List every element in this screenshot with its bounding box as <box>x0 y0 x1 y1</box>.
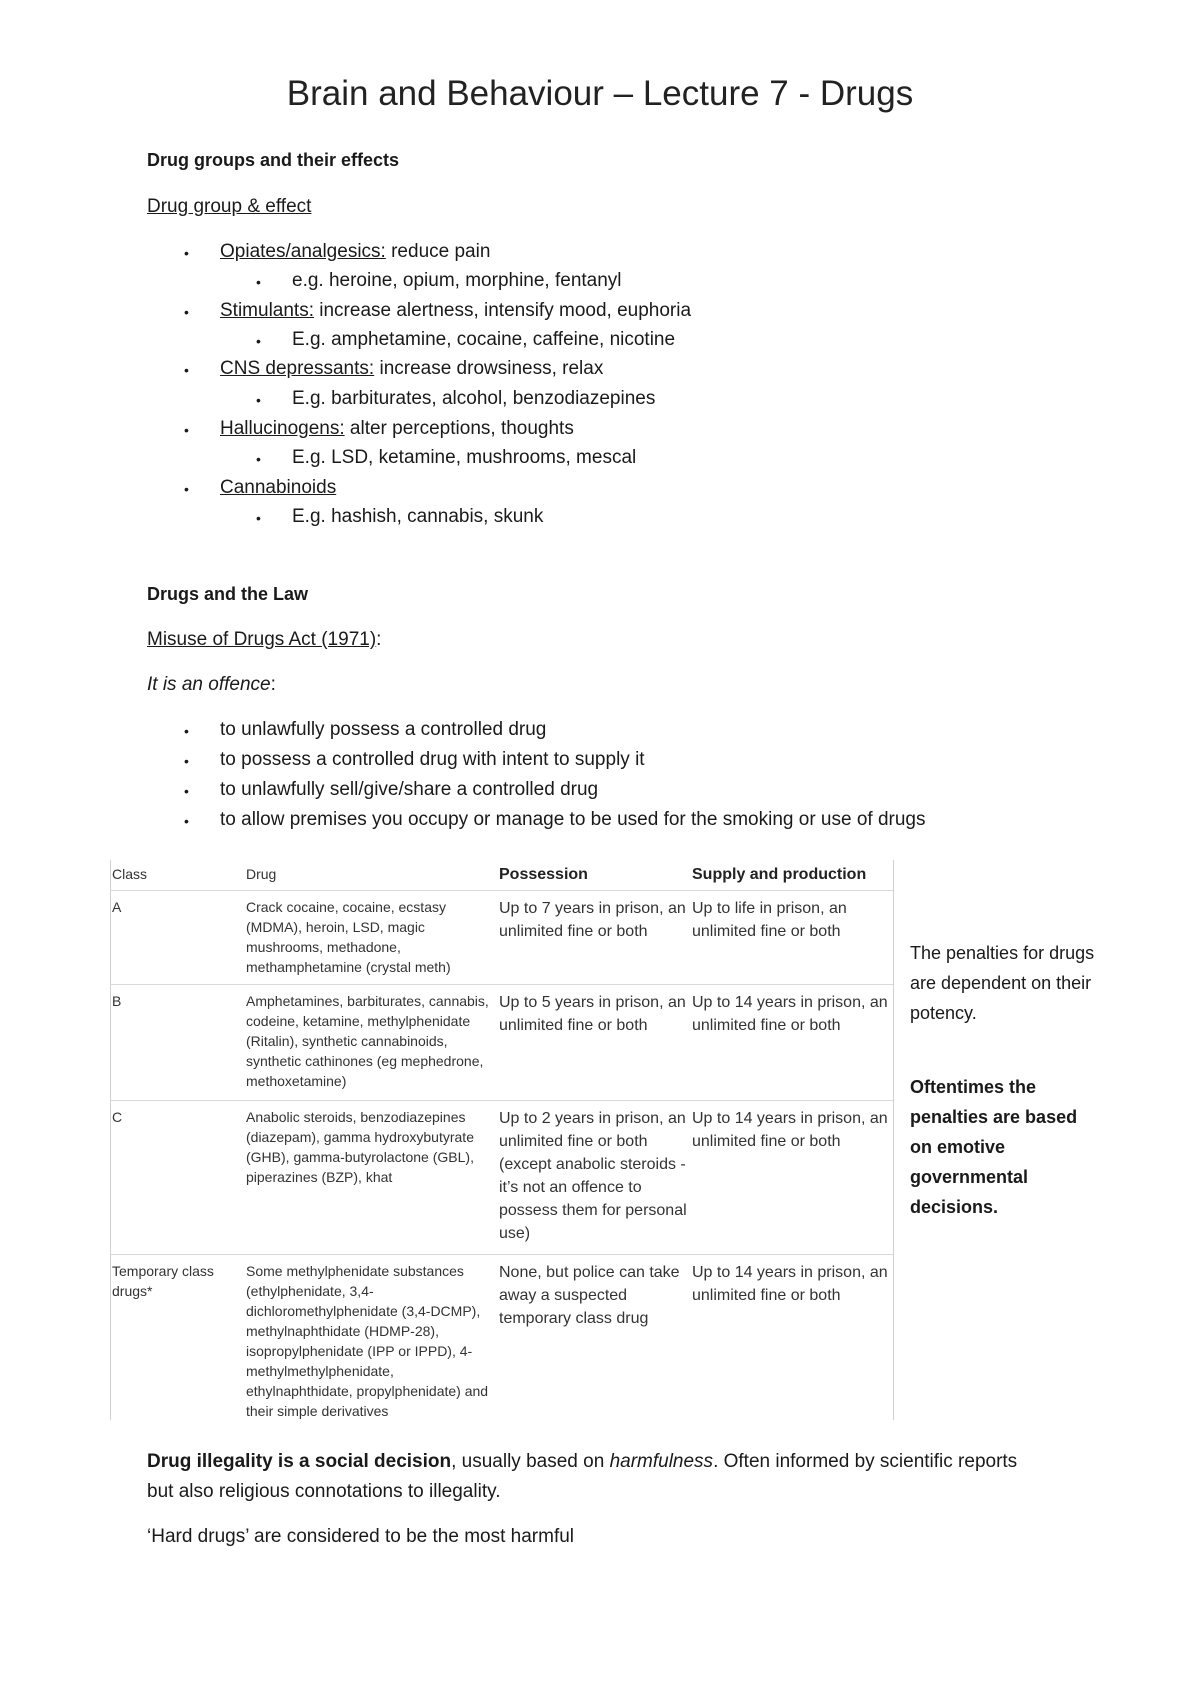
closing-rest: . Often informed by scientific reports <box>713 1451 1018 1472</box>
cell-drug: Anabolic steroids, benzodiazepines (diazepam), gamma hydroxybutyrate (GHB), gamma-butyrolactone (GBL), piperazines (BZP), khat <box>244 1101 497 1255</box>
bullet-icon: • <box>184 422 189 438</box>
drug-group-effect: increase drowsiness, relax <box>374 358 604 379</box>
drug-group-examples: E.g. hashish, cannabis, skunk <box>292 506 544 527</box>
cell-class: C <box>110 1101 244 1255</box>
drug-group-name: Opiates/analgesics: <box>220 241 386 262</box>
list-item <box>220 476 336 500</box>
col-header-possession: Possession <box>497 860 690 891</box>
drug-group-name: Cannabinoids <box>220 477 337 498</box>
section-heading-drugs-law: Drugs and the Law <box>147 584 309 604</box>
drug-group-effect: alter perceptions, thoughts <box>344 418 574 439</box>
cell-possession: Up to 2 years in prison, an unlimited fine or both (except anabolic steroids - it’s not an offence to possess them for personal use) <box>497 1101 690 1255</box>
offence-item: to possess a controlled drug with intent to supply it <box>220 749 645 770</box>
offence-colon: : <box>270 674 276 695</box>
list-item <box>220 240 490 264</box>
offence-item: to unlawfully possess a controlled drug <box>220 719 547 740</box>
act-title: Misuse of Drugs Act (1971) <box>147 629 377 650</box>
bullet-icon: • <box>184 481 189 497</box>
offence-item: to allow premises you occupy or manage to be used for the smoking or use of drugs <box>220 809 926 830</box>
table-header-row <box>110 860 893 891</box>
act-colon: : <box>376 629 382 650</box>
drug-group-name: Hallucinogens: <box>220 418 345 439</box>
side-note-normal: The penalties for drugs are dependent on their potency. <box>910 943 1095 1023</box>
drug-group-effect: reduce pain <box>385 241 491 262</box>
bullet-icon: • <box>256 392 261 408</box>
section-heading-drug-groups: Drug groups and their effects <box>147 150 400 170</box>
col-header-class: Class <box>110 860 244 891</box>
cell-supply: Up to 14 years in prison, an unlimited fine or both <box>692 1264 888 1304</box>
closing-paragraph-line2: but also religious connotations to illegality. <box>147 1481 501 1502</box>
bullet-icon: • <box>256 333 261 349</box>
offence-intro-line <box>147 673 276 697</box>
cell-drug: Amphetamines, barbiturates, cannabis, codeine, ketamine, methylphenidate (Ritalin), synthetic cannabinoids, synthetic cathinones (eg mephedrone, methoxetamine) <box>244 985 497 1101</box>
list-item <box>220 417 574 441</box>
cell-class: Temporary class drugs* <box>112 1263 214 1299</box>
list-item <box>220 357 603 381</box>
bullet-icon: • <box>184 783 189 799</box>
bullet-icon: • <box>184 753 189 769</box>
side-note-bold: Oftentimes the penalties are based on emotive governmental decisions. <box>910 1077 1078 1217</box>
drug-group-effect: increase alertness, intensify mood, euphoria <box>313 300 692 321</box>
cell-supply: Up to 14 years in prison, an unlimited fine or both <box>690 985 893 1101</box>
bullet-icon: • <box>256 451 261 467</box>
bullet-icon: • <box>184 723 189 739</box>
cell-class: B <box>110 985 244 1101</box>
closing-italic: harmfulness <box>609 1451 714 1472</box>
bullet-icon: • <box>184 362 189 378</box>
cell-supply: Up to 14 years in prison, an unlimited fine or both <box>690 1101 893 1255</box>
bullet-icon: • <box>184 813 189 829</box>
drug-group-examples: E.g. LSD, ketamine, mushrooms, mescal <box>292 447 637 468</box>
page-title: Brain and Behaviour – Lecture 7 - Drugs <box>286 74 914 113</box>
drug-group-examples: E.g. amphetamine, cocaine, caffeine, nicotine <box>292 329 676 350</box>
act-title-line <box>147 628 381 652</box>
table-row <box>110 1255 893 1426</box>
offence-item: to unlawfully sell/give/share a controlled drug <box>220 779 599 800</box>
penalties-table <box>110 860 893 1420</box>
col-header-supply: Supply and production <box>690 860 893 891</box>
list-item <box>220 299 691 323</box>
bullet-icon: • <box>184 245 189 261</box>
table-row <box>110 1101 893 1255</box>
col-header-drug: Drug <box>244 860 497 891</box>
drug-group-examples: e.g. heroine, opium, morphine, fentanyl <box>292 270 622 291</box>
offence-intro: It is an offence <box>147 674 271 695</box>
cell-drug: Some methylphenidate substances (ethylphenidate, 3,4-dichloromethylphenidate (3,4-DCMP), methylnaphthidate (HDMP-28), isopropylphenidate (IPP or IPPD), 4-methylmethylphenidate, ethylnaphthidate, propylphenidate) and their simple derivatives <box>246 1263 489 1419</box>
drug-group-name: Stimulants: <box>220 300 314 321</box>
drug-group-name: CNS depressants: <box>220 358 375 379</box>
cell-drug: Crack cocaine, cocaine, ecstasy (MDMA), heroin, LSD, magic mushrooms, methadone, methamphetamine (crystal meth) <box>244 891 497 985</box>
bullet-icon: • <box>184 304 189 320</box>
closing-mid: , usually based on <box>451 1451 610 1472</box>
closing-bold: Drug illegality is a social decision <box>147 1451 452 1472</box>
closing-paragraph-line1 <box>147 1450 1017 1474</box>
bullet-icon: • <box>256 510 261 526</box>
cell-possession: Up to 7 years in prison, an unlimited fine or both <box>497 891 690 985</box>
table-right-border <box>893 860 894 1420</box>
table-row <box>110 891 893 985</box>
cell-possession: Up to 5 years in prison, an unlimited fine or both <box>497 985 690 1101</box>
subheading-drug-group-effect: Drug group & effect <box>147 196 312 217</box>
table-row <box>110 985 893 1101</box>
closing-hard-drugs: ‘Hard drugs’ are considered to be the most harmful <box>147 1526 575 1547</box>
bullet-icon: • <box>256 274 261 290</box>
cell-possession: None, but police can take away a suspected temporary class drug <box>499 1264 680 1327</box>
cell-class: A <box>110 891 244 985</box>
cell-supply: Up to life in prison, an unlimited fine or both <box>690 891 893 985</box>
drug-group-examples: E.g. barbiturates, alcohol, benzodiazepines <box>292 388 656 409</box>
